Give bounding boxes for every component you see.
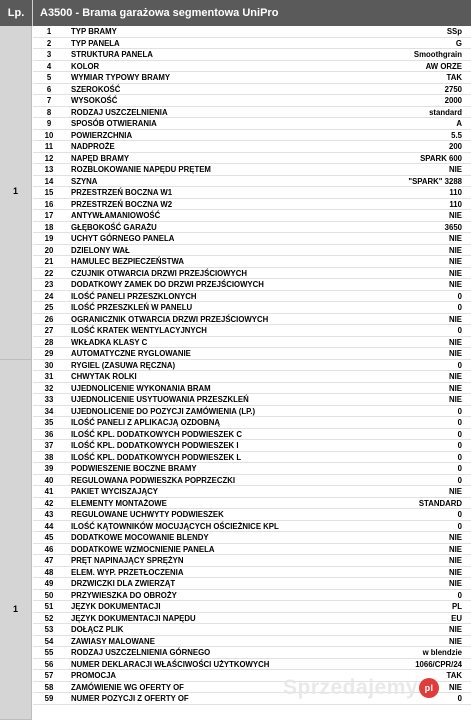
row-number: 59 bbox=[44, 694, 54, 703]
row-number: 30 bbox=[44, 360, 54, 370]
row-label: ROZBLOKOWANIE NAPĘDU PRĘTEM bbox=[71, 165, 211, 174]
row-number: 18 bbox=[44, 222, 54, 232]
table-row bbox=[33, 314, 471, 326]
row-value: standard bbox=[429, 107, 462, 117]
row-label: PROMOCJA bbox=[71, 671, 117, 680]
row-number: 51 bbox=[44, 602, 54, 611]
table-row bbox=[33, 26, 471, 38]
table-row bbox=[33, 279, 471, 291]
row-number: 20 bbox=[44, 245, 54, 255]
row-number: 43 bbox=[44, 510, 54, 519]
table-row bbox=[33, 371, 471, 383]
row-label: WYMIAR TYPOWY BRAMY bbox=[71, 73, 171, 82]
row-value: SSp bbox=[446, 27, 462, 36]
row-number: 14 bbox=[44, 176, 54, 186]
row-value: 200 bbox=[448, 142, 462, 151]
table-row bbox=[33, 153, 471, 165]
row-number: 36 bbox=[44, 429, 54, 439]
row-number: 32 bbox=[44, 383, 54, 393]
table-row bbox=[33, 72, 471, 84]
table-row bbox=[33, 659, 471, 671]
row-number: 50 bbox=[44, 590, 54, 600]
row-label: AUTOMATYCZNE RYGLOWANIE bbox=[71, 349, 191, 358]
row-value: w blendzie bbox=[422, 648, 462, 657]
row-number: 17 bbox=[44, 211, 54, 220]
row-number: 40 bbox=[44, 475, 54, 485]
row-value: 0 bbox=[457, 452, 462, 462]
row-label: PAKIET WYCISZAJĄCY bbox=[71, 487, 158, 496]
row-label: ILOŚĆ PANELI PRZESZKLONYCH bbox=[71, 291, 197, 301]
table-row bbox=[33, 222, 471, 234]
row-number: 35 bbox=[44, 418, 54, 427]
row-label: CZUJNIK OTWARCIA DRZWI PRZEJŚCIOWYCH bbox=[71, 268, 248, 278]
row-label: JĘZYK DOKUMENTACJI NAPĘDU bbox=[71, 613, 196, 623]
table-row bbox=[33, 256, 471, 268]
table-row bbox=[33, 624, 471, 636]
spec-table bbox=[33, 26, 471, 705]
row-label: UJEDNOLICENIE DO POZYCJI ZAMÓWIENIA (LP.) bbox=[71, 406, 256, 416]
table-row bbox=[33, 475, 471, 487]
row-number: 54 bbox=[44, 636, 54, 646]
row-label: ZAMÓWIENIE WG OFERTY OF bbox=[71, 682, 184, 692]
group-cell-2 bbox=[0, 360, 32, 720]
row-number: 56 bbox=[44, 659, 54, 669]
row-number: 21 bbox=[44, 257, 54, 266]
row-value: Smoothgrain bbox=[413, 50, 462, 59]
row-value: NIE bbox=[449, 567, 462, 577]
row-label: NADPROŻE bbox=[71, 142, 115, 151]
row-number: 27 bbox=[44, 326, 54, 335]
table-row bbox=[33, 187, 471, 199]
row-value: TAK bbox=[446, 73, 462, 82]
row-value: TAK bbox=[446, 671, 462, 680]
row-number: 49 bbox=[44, 579, 54, 588]
row-number: 22 bbox=[44, 268, 54, 278]
row-number: 57 bbox=[44, 671, 54, 680]
row-value: NIE bbox=[449, 245, 462, 255]
row-number: 41 bbox=[44, 487, 54, 496]
row-value: NIE bbox=[449, 579, 462, 588]
table-row bbox=[33, 486, 471, 498]
row-number: 5 bbox=[46, 73, 52, 82]
row-number: 26 bbox=[44, 314, 54, 324]
table-row bbox=[33, 176, 471, 188]
row-label: CHWYTAK ROLKI bbox=[71, 372, 137, 381]
row-label: ELEMENTY MONTAŻOWE bbox=[71, 498, 167, 508]
header-title: A3500 - Brama garażowa segmentowa UniPro bbox=[40, 7, 279, 19]
row-label: ILOŚĆ KĄTOWNIKÓW MOCUJĄCYCH OŚCIEŻNICE KPL bbox=[71, 521, 279, 531]
row-value: NIE bbox=[449, 268, 462, 278]
row-value: 0 bbox=[457, 441, 462, 450]
table-row bbox=[33, 498, 471, 510]
row-number: 55 bbox=[44, 648, 54, 657]
row-number: 16 bbox=[44, 199, 54, 209]
group-label: 1 bbox=[12, 186, 18, 196]
row-number: 52 bbox=[44, 613, 54, 623]
row-value: 110 bbox=[449, 199, 462, 209]
row-number: 39 bbox=[44, 464, 54, 473]
row-label: OGRANICZNIK OTWARCIA DRZWI PRZEJŚCIOWYCH bbox=[71, 314, 269, 324]
watermark-badge-icon: pl bbox=[419, 678, 439, 698]
row-value: NIE bbox=[449, 682, 462, 692]
row-number: 42 bbox=[44, 498, 54, 508]
row-number: 4 bbox=[46, 61, 52, 71]
row-label: SPOSÓB OTWIERANIA bbox=[71, 119, 157, 128]
row-label: PRZYWIESZKA DO OBROŻY bbox=[71, 590, 177, 600]
row-label: ANTYWŁAMANIOWOŚĆ bbox=[71, 211, 161, 220]
row-value: NIE bbox=[449, 636, 462, 646]
row-number: 8 bbox=[46, 107, 52, 117]
table-row bbox=[33, 325, 471, 337]
row-label: ILOŚĆ PRZESZKLEŃ W PANELU bbox=[71, 303, 193, 312]
table-row bbox=[33, 417, 471, 429]
table-row bbox=[33, 107, 471, 119]
table-row bbox=[33, 302, 471, 314]
row-label: DOŁĄCZ PLIK bbox=[71, 625, 124, 634]
table-row bbox=[33, 429, 471, 441]
row-number: 48 bbox=[44, 567, 54, 577]
row-label: RODZAJ USZCZELNIENIA GÓRNEGO bbox=[71, 648, 211, 657]
row-value: NIE bbox=[449, 314, 462, 324]
table-row bbox=[33, 95, 471, 107]
row-number: 6 bbox=[46, 84, 52, 94]
row-label: ILOŚĆ KRATEK WENTYLACYJNYCH bbox=[71, 326, 207, 335]
table-row bbox=[33, 521, 471, 533]
row-number: 2 bbox=[46, 38, 52, 48]
row-label: ILOŚĆ KPL. DODATKOWYCH PODWIESZEK L bbox=[71, 452, 242, 462]
row-label: TYP PANELA bbox=[71, 38, 120, 48]
header-lp: Lp. bbox=[0, 0, 33, 26]
row-value: 0 bbox=[457, 418, 462, 427]
row-label: PRĘT NAPINAJĄCY SPRĘŻYN bbox=[71, 556, 184, 565]
table-row bbox=[33, 38, 471, 50]
row-value: NIE bbox=[449, 383, 462, 393]
table-row bbox=[33, 509, 471, 521]
row-value: 1066/CPR/24 bbox=[415, 659, 462, 669]
row-value: NIE bbox=[449, 544, 462, 554]
row-label: ILOŚĆ PANELI Z APLIKACJĄ OZDOBNĄ bbox=[71, 418, 221, 427]
row-value: 110 bbox=[449, 188, 462, 197]
table-header bbox=[0, 0, 471, 26]
row-value: 0 bbox=[457, 694, 462, 703]
table-row bbox=[33, 452, 471, 464]
row-number: 38 bbox=[44, 452, 54, 462]
row-label: DODATKOWY ZAMEK DO DRZWI PRZEJŚCIOWYCH bbox=[71, 280, 264, 289]
row-value: NIE bbox=[449, 349, 462, 358]
row-number: 31 bbox=[44, 372, 54, 381]
table-row bbox=[33, 291, 471, 303]
row-value: NIE bbox=[449, 625, 462, 634]
row-label: ELEM. WYP. PRZETŁOCZENIA bbox=[71, 567, 184, 577]
row-label: NAPĘD BRAMY bbox=[71, 153, 130, 163]
row-value: NIE bbox=[449, 234, 462, 243]
table-row bbox=[33, 118, 471, 130]
table-row bbox=[33, 268, 471, 280]
table-row bbox=[33, 210, 471, 222]
row-label: PODWIESZENIE BOCZNE BRAMY bbox=[71, 464, 197, 473]
row-number: 47 bbox=[44, 556, 54, 565]
table-row bbox=[33, 49, 471, 61]
group-label: 1 bbox=[12, 604, 18, 614]
row-value: NIE bbox=[449, 257, 462, 266]
row-label: RODZAJ USZCZELNIENIA bbox=[71, 107, 168, 117]
row-label: WYSOKOŚĆ bbox=[71, 96, 118, 105]
row-label: DODATKOWE WZMOCNIENIE PANELA bbox=[71, 544, 215, 554]
table-row bbox=[33, 567, 471, 579]
table-row bbox=[33, 601, 471, 613]
row-number: 58 bbox=[44, 682, 54, 692]
row-number: 11 bbox=[44, 142, 54, 151]
table-row bbox=[33, 245, 471, 257]
row-value: EU bbox=[451, 613, 462, 623]
row-label: ILOŚĆ KPL. DODATKOWYCH PODWIESZEK I bbox=[71, 441, 239, 450]
table-row bbox=[33, 555, 471, 567]
row-number: 24 bbox=[44, 291, 54, 301]
table-row bbox=[33, 164, 471, 176]
row-number: 44 bbox=[44, 521, 54, 531]
table-row bbox=[33, 394, 471, 406]
row-number: 45 bbox=[44, 533, 54, 542]
row-number: 46 bbox=[44, 544, 54, 554]
table-row bbox=[33, 348, 471, 360]
row-label: DRZWICZKI DLA ZWIERZĄT bbox=[71, 579, 176, 588]
row-number: 1 bbox=[46, 27, 52, 36]
row-label: NUMER POZYCJI Z OFERTY OF bbox=[71, 694, 189, 703]
row-value: G bbox=[455, 38, 462, 48]
table-row bbox=[33, 233, 471, 245]
row-label: HAMULEC BEZPIECZEŃSTWA bbox=[71, 257, 185, 266]
row-number: 25 bbox=[44, 303, 54, 312]
group-cell-1 bbox=[0, 26, 32, 360]
row-value: NIE bbox=[449, 487, 462, 496]
row-number: 15 bbox=[44, 188, 54, 197]
row-value: NIE bbox=[449, 372, 462, 381]
row-number: 29 bbox=[44, 349, 54, 358]
row-label: JĘZYK DOKUMENTACJI bbox=[71, 602, 161, 611]
table-row bbox=[33, 406, 471, 418]
row-label: UCHYT GÓRNEGO PANELA bbox=[71, 234, 175, 243]
table-row bbox=[33, 130, 471, 142]
row-value: 2750 bbox=[444, 84, 462, 94]
row-value: 0 bbox=[457, 326, 462, 335]
table-row bbox=[33, 647, 471, 659]
row-number: 19 bbox=[44, 234, 54, 243]
row-value: "SPARK" 3288 bbox=[408, 176, 462, 186]
row-label: DZIELONY WAŁ bbox=[71, 245, 130, 255]
row-number: 37 bbox=[44, 441, 54, 450]
row-number: 53 bbox=[44, 625, 54, 634]
row-number: 3 bbox=[46, 50, 52, 59]
watermark: Sprzedajemy pl bbox=[283, 673, 440, 703]
row-value: 0 bbox=[457, 429, 462, 439]
table-row bbox=[33, 360, 471, 372]
table-row bbox=[33, 463, 471, 475]
table-row bbox=[33, 578, 471, 590]
row-value: 0 bbox=[457, 303, 462, 312]
row-value: 0 bbox=[457, 464, 462, 473]
row-value: 3650 bbox=[444, 222, 462, 232]
row-label: DODATKOWE MOCOWANIE BLENDY bbox=[71, 533, 209, 542]
row-value: SPARK 600 bbox=[420, 153, 462, 163]
table-row bbox=[33, 337, 471, 349]
table-row bbox=[33, 440, 471, 452]
row-number: 9 bbox=[46, 119, 52, 128]
row-number: 13 bbox=[44, 165, 54, 174]
row-value: NIE bbox=[449, 337, 462, 347]
table-row bbox=[33, 636, 471, 648]
table-row bbox=[33, 61, 471, 73]
row-number: 28 bbox=[44, 337, 54, 347]
row-value: 0 bbox=[457, 360, 462, 370]
row-value: A bbox=[456, 119, 462, 128]
row-label: PRZESTRZEŃ BOCZNA W1 bbox=[71, 188, 173, 197]
row-value: 0 bbox=[457, 475, 462, 485]
row-value: NIE bbox=[449, 211, 462, 220]
table-row bbox=[33, 532, 471, 544]
row-label: UJEDNOLICENIE WYKONANIA BRAM bbox=[71, 383, 211, 393]
row-number: 7 bbox=[46, 96, 52, 105]
row-label: ZAWIASY MALOWANE bbox=[71, 636, 155, 646]
row-value: NIE bbox=[449, 280, 462, 289]
row-value: PL bbox=[452, 602, 462, 611]
row-label: REGULOWANA PODWIESZKA POPRZECZKI bbox=[71, 475, 236, 485]
table-row bbox=[33, 544, 471, 556]
row-label: UJEDNOLICENIE USYTUOWANIA PRZESZKLEŃ bbox=[71, 395, 249, 404]
row-label: REGULOWANE UCHWYTY PODWIESZEK bbox=[71, 510, 224, 519]
row-value: NIE bbox=[449, 556, 462, 565]
row-label: WKŁADKA KLASY C bbox=[71, 337, 148, 347]
row-label: NUMER DEKLARACJI WŁAŚCIWOŚCI UŻYTKOWYCH bbox=[71, 659, 270, 669]
row-label: STRUKTURA PANELA bbox=[71, 50, 153, 59]
row-value: NIE bbox=[449, 395, 462, 404]
row-value: NIE bbox=[449, 165, 462, 174]
row-label: SZEROKOŚĆ bbox=[71, 84, 121, 94]
row-label: POWIERZCHNIA bbox=[71, 130, 133, 140]
table-row bbox=[33, 199, 471, 211]
row-label: KOLOR bbox=[71, 61, 100, 71]
row-value: 5.5 bbox=[451, 130, 462, 140]
row-value: 0 bbox=[457, 590, 462, 600]
row-value: AW ORZE bbox=[425, 61, 462, 71]
table-row bbox=[33, 84, 471, 96]
row-value: STANDARD bbox=[418, 498, 462, 508]
row-value: 0 bbox=[457, 406, 462, 416]
row-number: 23 bbox=[44, 280, 54, 289]
row-label: RYGIEL (ZASUWA RĘCZNA) bbox=[71, 360, 176, 370]
row-value: NIE bbox=[449, 533, 462, 542]
row-number: 10 bbox=[44, 130, 54, 140]
row-label: GŁĘBOKOŚĆ GARAŻU bbox=[71, 222, 157, 232]
row-value: 0 bbox=[457, 510, 462, 519]
row-label: TYP BRAMY bbox=[71, 27, 117, 36]
table-row bbox=[33, 590, 471, 602]
row-number: 12 bbox=[44, 153, 54, 163]
row-label: SZYNA bbox=[71, 176, 98, 186]
row-label: PRZESTRZEŃ BOCZNA W2 bbox=[71, 199, 173, 209]
row-value: 0 bbox=[457, 521, 462, 531]
row-number: 34 bbox=[44, 406, 54, 416]
row-value: 2000 bbox=[444, 96, 462, 105]
row-label: ILOŚĆ KPL. DODATKOWYCH PODWIESZEK C bbox=[71, 429, 242, 439]
table-row bbox=[33, 383, 471, 395]
row-value: 0 bbox=[457, 291, 462, 301]
table-row bbox=[33, 613, 471, 625]
row-number: 33 bbox=[44, 395, 54, 404]
table-row bbox=[33, 141, 471, 153]
